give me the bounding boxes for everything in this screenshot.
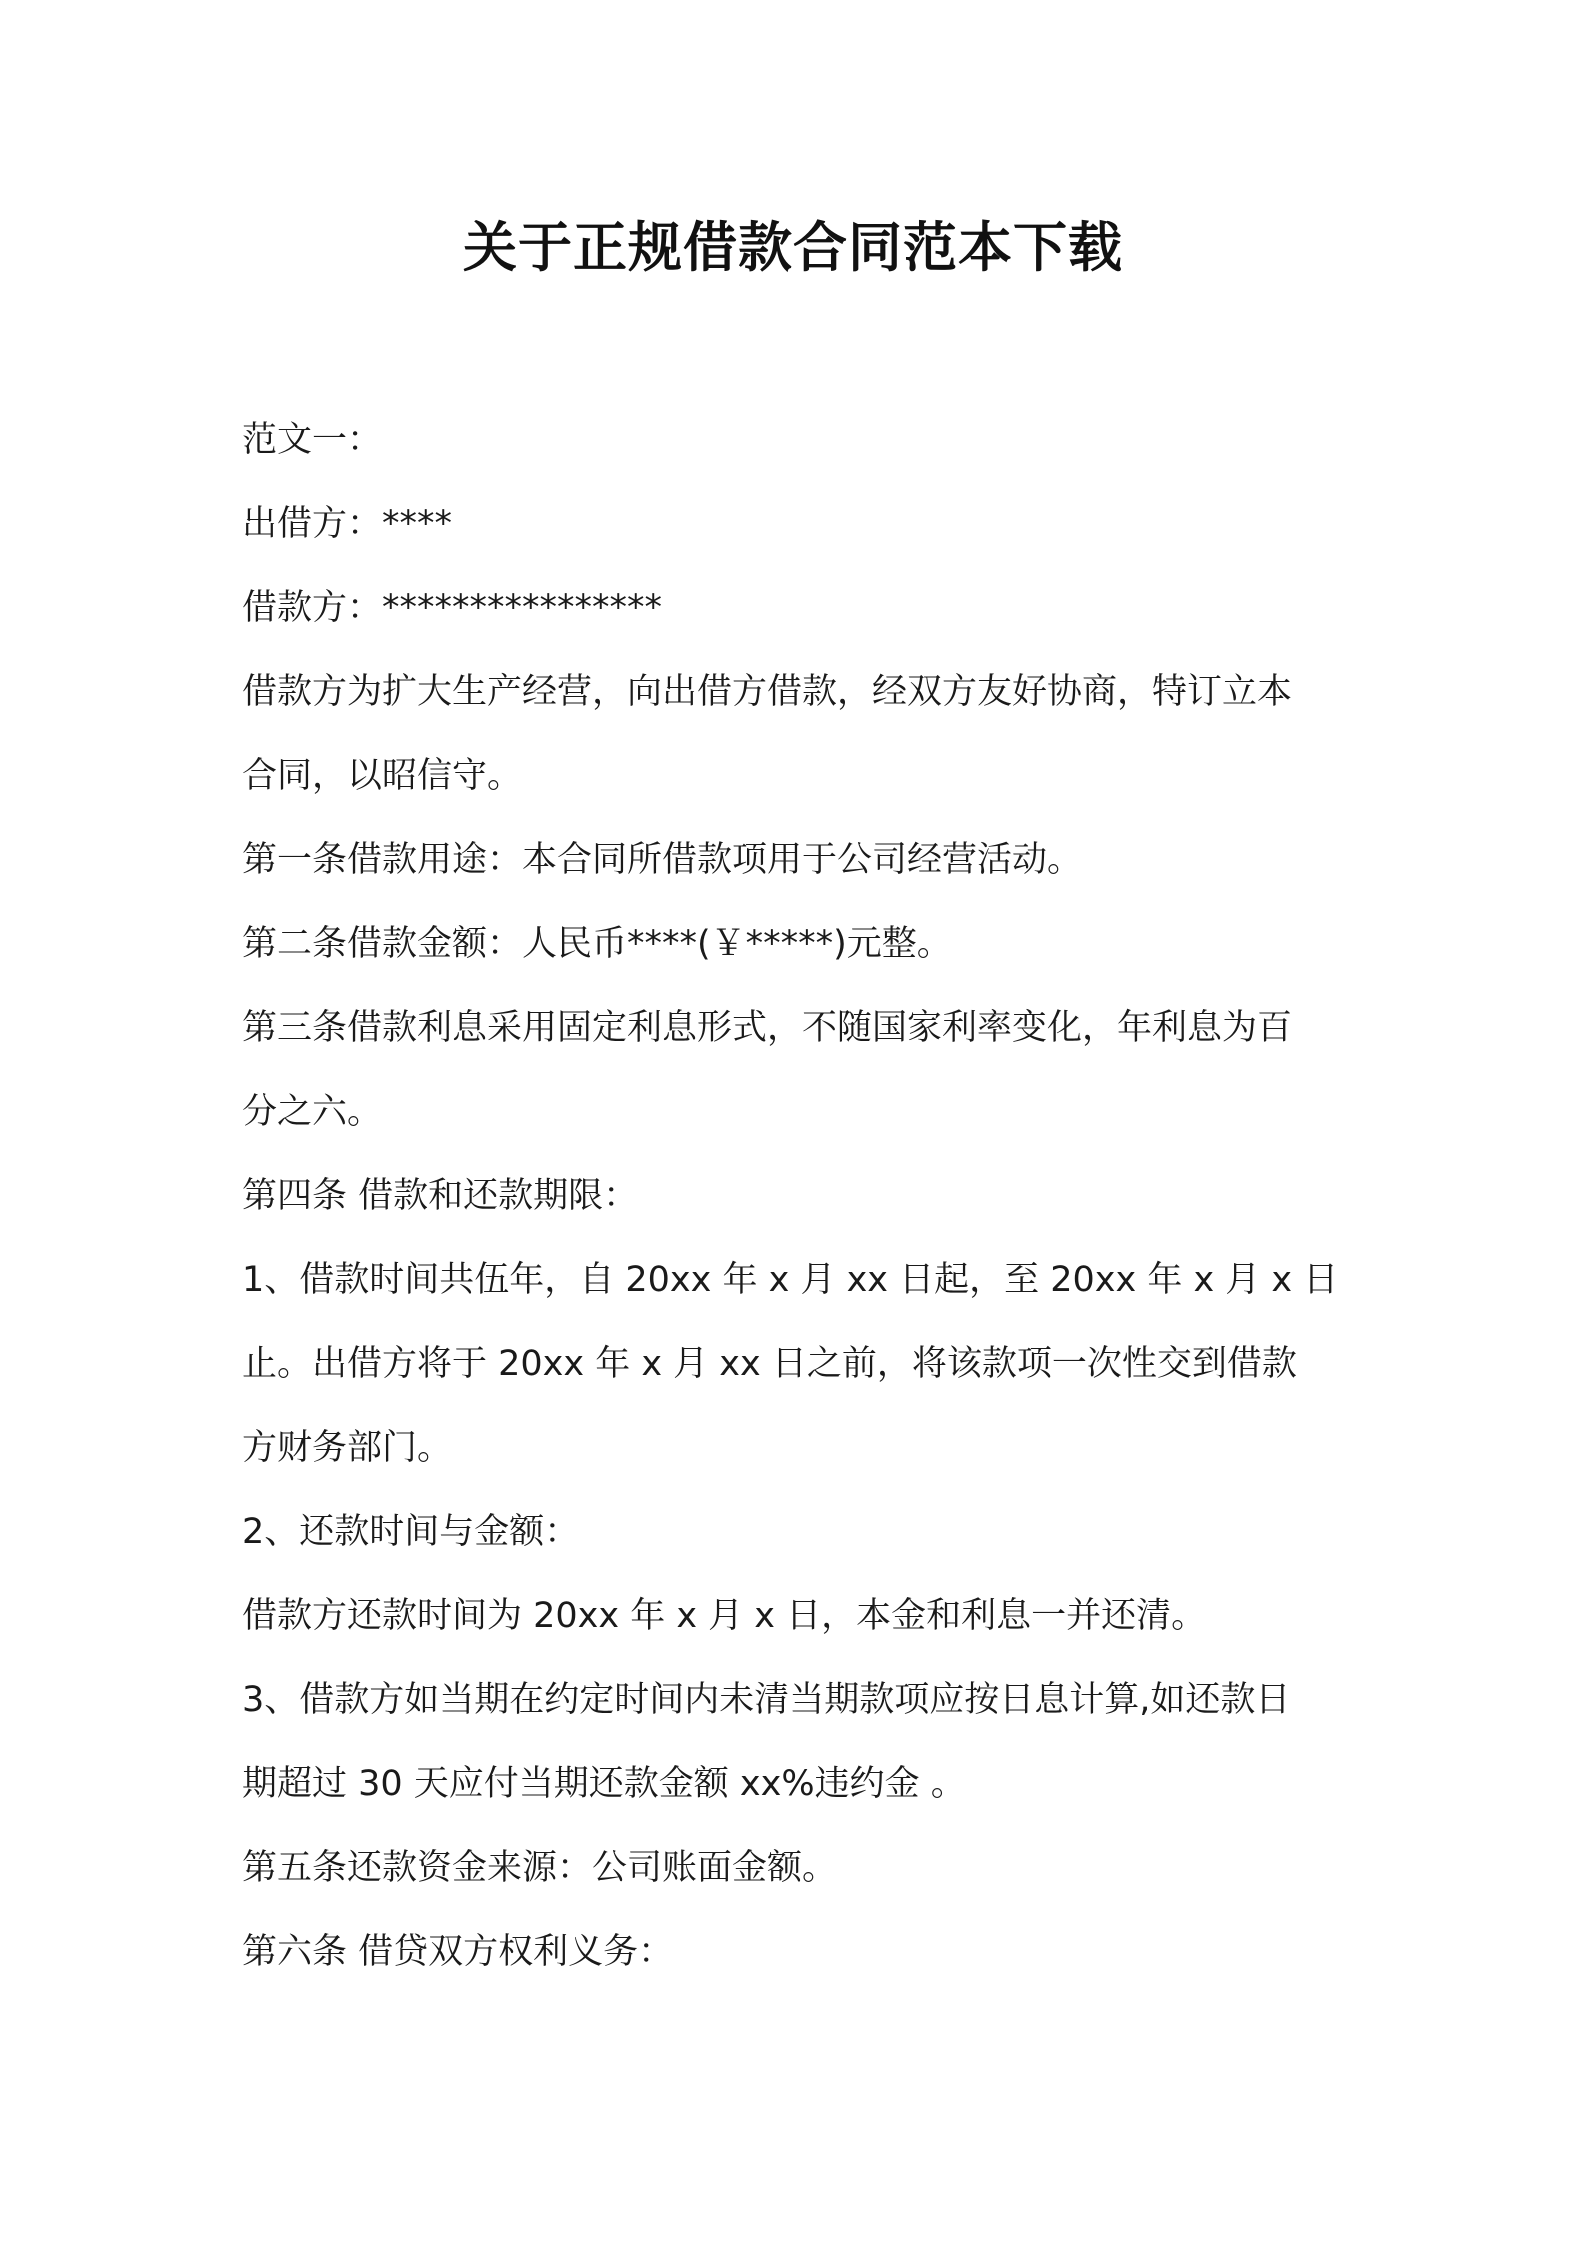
- text-line: 分之六。: [242, 1092, 383, 1132]
- text-line: 止。出借方将于 20xx 年 x 月 xx 日之前，将该款项一次性交到借款: [242, 1344, 1297, 1384]
- text-line: 合同，以昭信守。: [242, 756, 523, 796]
- text-line: 借款方：****************: [242, 588, 663, 628]
- text-line: 期超过 30 天应付当期还款金额 xx%违约金 。: [242, 1764, 966, 1804]
- text-line: 第三条借款利息采用固定利息形式，不随国家利率变化，年利息为百: [242, 1008, 1293, 1048]
- document-body: [242, 398, 1372, 1994]
- document-title: 关于正规借款合同范本下载: [463, 216, 1123, 279]
- text-line: 方财务部门。: [242, 1428, 453, 1468]
- text-line: 1、借款时间共伍年，自 20xx 年 x 月 xx 日起，至 20xx 年 x 月 x 日: [242, 1260, 1339, 1300]
- text-line: 第五条还款资金来源：公司账面金额。: [242, 1848, 838, 1888]
- text-line: 第六条 借贷双方权利义务：: [242, 1932, 674, 1972]
- text-line: 第四条 借款和还款期限：: [242, 1176, 639, 1216]
- text-line: 第二条借款金额：人民币****(￥*****)元整。: [242, 924, 952, 964]
- text-line: 借款方为扩大生产经营，向出借方借款，经双方友好协商，特订立本: [242, 672, 1293, 712]
- text-line: 第一条借款用途：本合同所借款项用于公司经营活动。: [242, 840, 1083, 880]
- text-line: 借款方还款时间为 20xx 年 x 月 x 日，本金和利息一并还清。: [242, 1596, 1207, 1636]
- text-line: 出借方：****: [242, 504, 453, 544]
- text-line: 2、还款时间与金额：: [242, 1512, 580, 1552]
- text-line: 范文一：: [242, 420, 383, 460]
- text-line: 3、借款方如当期在约定时间内未清当期款项应按日息计算,如还款日: [242, 1680, 1291, 1720]
